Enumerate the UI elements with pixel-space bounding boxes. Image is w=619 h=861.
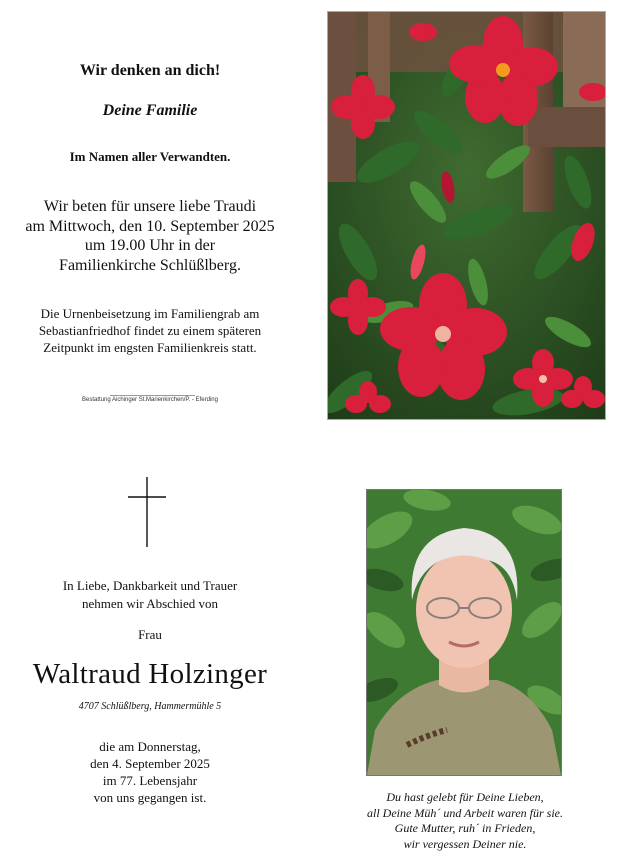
farewell-intro [30, 577, 270, 613]
cross-icon [127, 477, 167, 547]
poem-line: Gute Mutter, ruh´ in Frieden, [394, 821, 536, 835]
undertaker-credit: Bestattung Aichinger St.Marienkirchen/P. - Eferding [82, 397, 218, 403]
death-line: von uns gegangen ist. [93, 790, 207, 805]
deceased-name: Waltraud Holzinger [32, 658, 268, 690]
divider-line [110, 395, 195, 396]
portrait-photo [366, 489, 562, 776]
urn-line: Die Urnenbeisetzung im Familiengrab am [40, 306, 260, 321]
urn-line: Zeitpunkt im engsten Familienkreis statt. [43, 340, 257, 355]
flower-image [328, 12, 605, 419]
memorial-poem [330, 790, 600, 852]
poem-line: all Deine Müh´ und Arbeit waren für sie. [367, 805, 563, 820]
death-line: im 77. Lebensjahr [102, 773, 198, 788]
family-signature: Deine Familie [102, 102, 198, 119]
deceased-address: 4707 Schlüßlberg, Hammermühle 5 [78, 701, 222, 712]
death-line: den 4. September 2025 [90, 756, 210, 771]
intro-line: In Liebe, Dankbarkeit und Trauer [62, 578, 238, 593]
service-line: Wir beten für unsere liebe Traudi [43, 198, 257, 215]
service-line: am Mittwoch, den 10. September 2025 [25, 217, 275, 235]
poem-line: Du hast gelebt für Deine Lieben, [386, 790, 544, 804]
urn-burial-text [15, 305, 285, 356]
death-details [30, 738, 270, 806]
poem-line: wir vergessen Deiner nie. [403, 836, 527, 851]
prayer-service-text [10, 197, 290, 275]
flower-photo [327, 11, 606, 420]
portrait-image [367, 490, 561, 775]
relatives-note: Im Namen aller Verwandten. [69, 149, 231, 164]
greeting-heading: Wir denken an dich! [79, 62, 221, 79]
urn-line: Sebastianfriedhof findet zu einem späteren [38, 323, 262, 338]
service-line: Familienkirche Schlüßlberg. [59, 256, 241, 274]
service-line: um 19.00 Uhr in der [84, 237, 216, 254]
death-line: die am Donnerstag, [99, 739, 201, 754]
intro-line: nehmen wir Abschied von [81, 596, 219, 611]
honorific-title: Frau [138, 627, 162, 642]
